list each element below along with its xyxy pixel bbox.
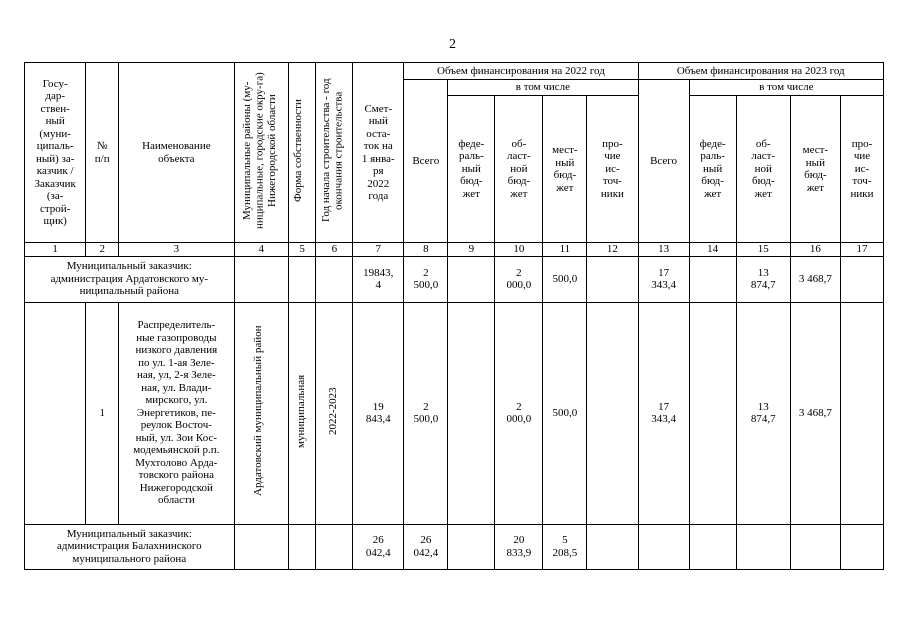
- object-district: Ардатовский муниципальный район: [234, 302, 288, 524]
- column-number: 1: [25, 243, 86, 257]
- table-cell: [587, 302, 638, 524]
- header-local-2023: мест- ный бюд- жет: [790, 96, 840, 243]
- page-number: 2: [449, 37, 456, 52]
- table-cell: [316, 524, 353, 569]
- column-number-row: [25, 243, 884, 257]
- total-2022-cell: 26 042,4: [404, 524, 448, 569]
- column-number: 10: [495, 243, 543, 257]
- column-number: 6: [316, 243, 353, 257]
- table-cell: [448, 302, 495, 524]
- column-number: 2: [86, 243, 119, 257]
- header-other-2022: про- чие ис- точ- ники: [587, 96, 638, 243]
- header-regional-2022: об- ласт- ной бюд- жет: [495, 96, 543, 243]
- estimate-balance-cell: 19843, 4: [353, 256, 404, 302]
- table-cell: [790, 524, 840, 569]
- local-2022-cell: 500,0: [543, 302, 587, 524]
- customer-label: Муниципальный заказчик: администрация Ардатовского му- ниципальный района: [25, 256, 235, 302]
- column-number: 12: [587, 243, 638, 257]
- total-2022-cell: 2 500,0: [404, 256, 448, 302]
- financing-table: [24, 62, 884, 570]
- object-years: 2022-2023: [316, 302, 353, 524]
- local-2023-cell: 3 468,7: [790, 256, 840, 302]
- column-number: 17: [840, 243, 883, 257]
- table-cell: [288, 256, 316, 302]
- object-ownership: муниципальная: [288, 302, 316, 524]
- header-total-2023: Всего: [638, 80, 689, 243]
- total-2023-cell: 17 343,4: [638, 256, 689, 302]
- column-number: 16: [790, 243, 840, 257]
- header-fin-2022: Объем финансирования на 2022 год: [404, 63, 638, 80]
- regional-2022-cell: 20 833,9: [495, 524, 543, 569]
- estimate-balance-cell: 26 042,4: [353, 524, 404, 569]
- table-cell: [689, 524, 736, 569]
- table-cell: [840, 256, 883, 302]
- column-number: 9: [448, 243, 495, 257]
- header-fin-2023: Объем финансирования на 2023 год: [638, 63, 884, 80]
- column-number: 5: [288, 243, 316, 257]
- header-customer: Госу- дар- ствен- ный (муни- ципаль- ный) за- казчик / Заказчик (за- строй- щик): [25, 63, 86, 243]
- header-federal-2022: феде- раль- ный бюд- жет: [448, 96, 495, 243]
- total-2022-cell: 2 500,0: [404, 302, 448, 524]
- header-object-name: Наименование объекта: [119, 63, 235, 243]
- header-regional-2023: об- ласт- ной бюд- жет: [736, 96, 790, 243]
- table-cell: [587, 256, 638, 302]
- header-estimate-balance: Смет- ный оста- ток на 1 янва- ря 2022 года: [353, 63, 404, 243]
- column-number: 8: [404, 243, 448, 257]
- column-number: 15: [736, 243, 790, 257]
- table-cell: [234, 524, 288, 569]
- table-cell: [25, 302, 86, 524]
- table-cell: [840, 302, 883, 524]
- header-ownership: Форма собственности: [288, 63, 316, 243]
- header-local-2022: мест- ный бюд- жет: [543, 96, 587, 243]
- table-cell: [689, 256, 736, 302]
- object-number: 1: [86, 302, 119, 524]
- column-number: 14: [689, 243, 736, 257]
- header-incl-2023: в том числе: [689, 80, 883, 96]
- header-years: Год начала строительства - год окончания строительства: [316, 63, 353, 243]
- table-cell: [736, 524, 790, 569]
- table-cell: [840, 524, 883, 569]
- total-2023-cell: 17 343,4: [638, 302, 689, 524]
- object-row: [25, 302, 884, 524]
- header-other-2023: про- чие ис- точ- ники: [840, 96, 883, 243]
- regional-2023-cell: 13 874,7: [736, 302, 790, 524]
- regional-2022-cell: 2 000,0: [495, 302, 543, 524]
- table-cell: [638, 524, 689, 569]
- column-number: 3: [119, 243, 235, 257]
- column-number: 11: [543, 243, 587, 257]
- table-cell: [587, 524, 638, 569]
- local-2023-cell: 3 468,7: [790, 302, 840, 524]
- table-cell: [316, 256, 353, 302]
- object-name: Распределитель- ные газопроводы низкого давления по ул. 1-ая Зеле- ная, ул, 2-я Зеле- ная, ул. Влади- мирского, ул. Энергетиков, пе- реулок Восточ- ный, ул. Зои Кос- модемьянской р.п. Мухтолово Арда- товского района Нижегородской области: [119, 302, 235, 524]
- local-2022-cell: 500,0: [543, 256, 587, 302]
- header-district: Муниципальные районы (му-ниципальные, городские окру-га) Нижегородской области: [234, 63, 288, 243]
- table-cell: [448, 524, 495, 569]
- header-incl-2022: в том числе: [448, 80, 638, 96]
- regional-2022-cell: 2 000,0: [495, 256, 543, 302]
- table-cell: [448, 256, 495, 302]
- customer-row-ardatov: [25, 256, 884, 302]
- column-number: 4: [234, 243, 288, 257]
- table-cell: [288, 524, 316, 569]
- table-cell: [234, 256, 288, 302]
- regional-2023-cell: 13 874,7: [736, 256, 790, 302]
- local-2022-cell: 5 208,5: [543, 524, 587, 569]
- table-cell: [689, 302, 736, 524]
- customer-label: Муниципальный заказчик: администрация Балахнинского муниципального района: [25, 524, 235, 569]
- estimate-balance-cell: 19 843,4: [353, 302, 404, 524]
- header-number: № п/п: [86, 63, 119, 243]
- column-number: 7: [353, 243, 404, 257]
- header-federal-2023: феде- раль- ный бюд- жет: [689, 96, 736, 243]
- header-total-2022: Всего: [404, 80, 448, 243]
- column-number: 13: [638, 243, 689, 257]
- customer-row-balakhna: [25, 524, 884, 569]
